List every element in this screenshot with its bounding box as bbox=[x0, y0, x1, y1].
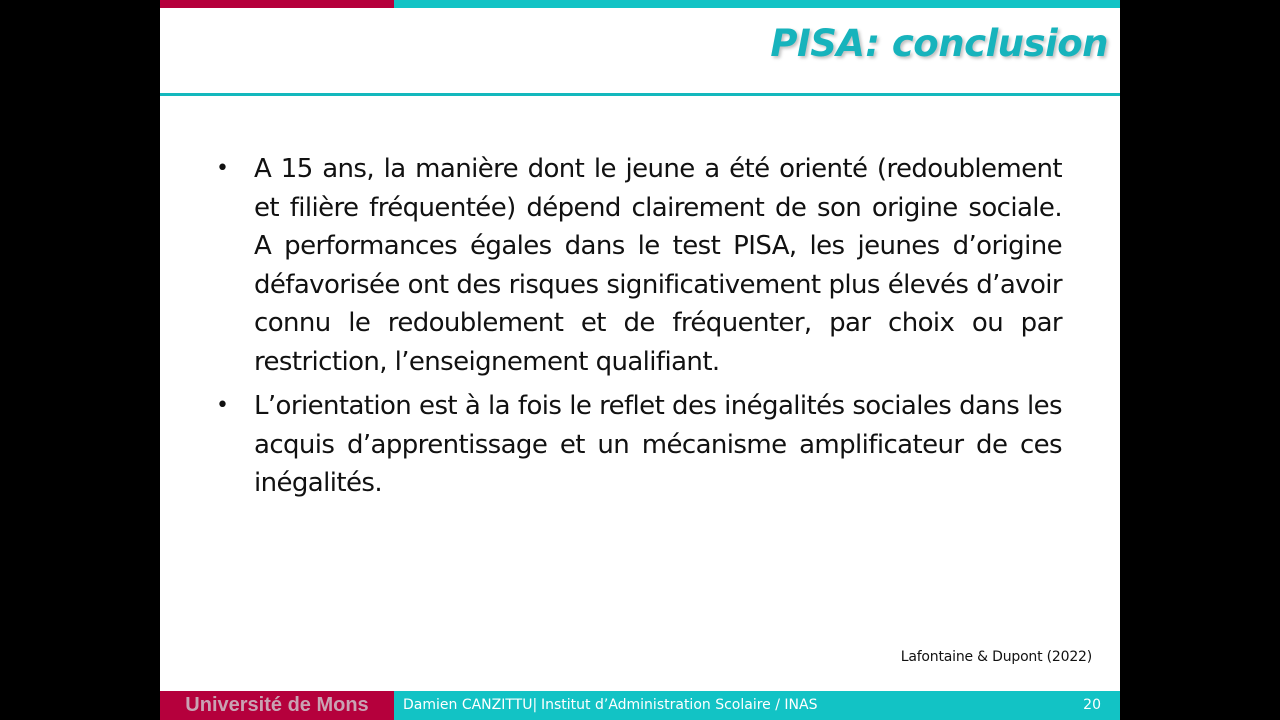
top-accent-bar-red bbox=[160, 0, 394, 8]
bullet-icon: • bbox=[216, 156, 229, 181]
bullet-item bbox=[212, 150, 1062, 381]
slide bbox=[160, 0, 1120, 720]
bullet-text: A 15 ans, la manière dont le jeune a été orienté (redoublement et filière fréquentée) dépend clairement de son origine sociale. A performances égales dans le test PISA, les jeunes d’origine défavorisée ont des risques significativement plus élevés d’avoir connu le redoublement et de fréquenter, par choix ou par restriction, l’enseignement qualifiant. bbox=[254, 154, 1062, 377]
bullet-list bbox=[212, 150, 1062, 509]
footer-author: Damien CANZITTU| bbox=[403, 697, 538, 713]
citation: Lafontaine & Dupont (2022) bbox=[900, 649, 1092, 665]
bullet-icon: • bbox=[216, 393, 229, 418]
title-divider bbox=[160, 93, 1120, 96]
footer-university: Université de Mons bbox=[160, 691, 394, 720]
slide-title: PISA: conclusion bbox=[770, 22, 1108, 65]
footer-institute: Institut d’Administration Scolaire / INAS bbox=[541, 697, 818, 713]
footer-bar bbox=[394, 691, 1120, 720]
page-number: 20 bbox=[1083, 697, 1101, 713]
top-accent-bar-teal bbox=[394, 0, 1120, 8]
bullet-item bbox=[212, 387, 1062, 503]
bullet-text: L’orientation est à la fois le reflet des inégalités sociales dans les acquis d’apprentissage et un mécanisme amplificateur de ces inégalités. bbox=[254, 391, 1062, 498]
